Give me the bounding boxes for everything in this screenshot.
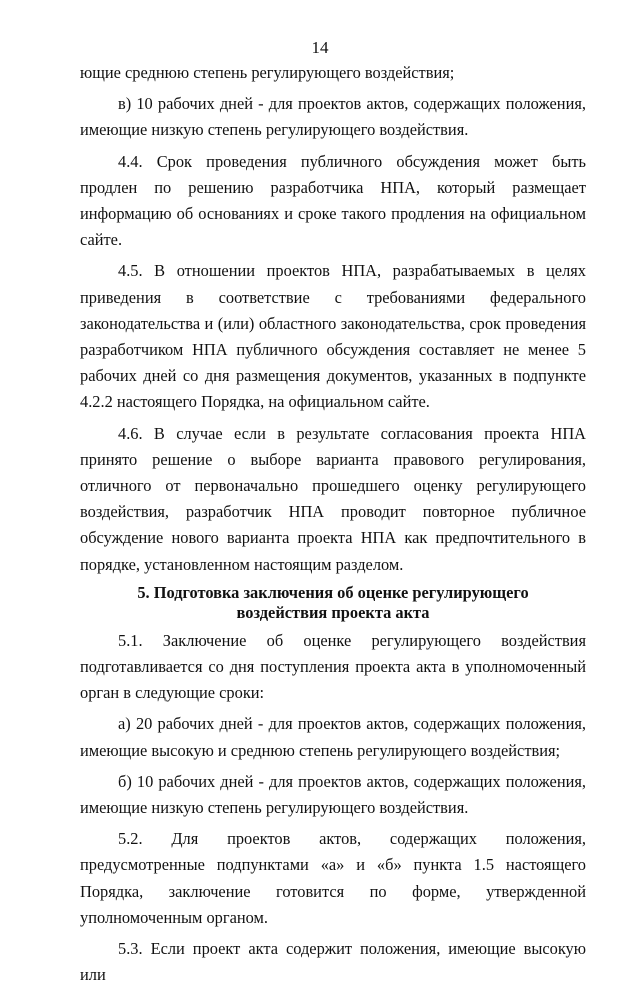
paragraph-item-a: а) 20 рабочих дней - для проектов актов, содержащих положения, имеющие высокую и среднюю степень регулирующего воздействия; (80, 714, 586, 760)
paragraph-continuation: ющие среднюю степень регулирующего воздействия; (80, 63, 455, 82)
section-heading (80, 583, 586, 623)
section-heading-line2: воздействия проекта акта (236, 602, 430, 622)
paragraph-5-2: 5.2. Для проектов актов, содержащих положения, предусмотренные подпунктами «а» и «б» пункта 1.5 настоящего Порядка, заключение готовится по форме, утвержденной уполномоченным органом. (80, 829, 586, 927)
paragraph-4-5: 4.5. В отношении проектов НПА, разрабатываемых в целях приведения в соответствие с требованиями федерального законодательства и (или) областного законодательства, срок проведения разработчиком НПА публичного обсуждения составляет не менее 5 рабочих дней со дня размещения документов, указанных в подпункте 4.2.2 настоящего Порядка, на официальном сайте. (80, 261, 586, 412)
paragraph-4-4: 4.4. Срок проведения публичного обсуждения может быть продлен по решению разработчика НПА, который размещает информацию об основаниях и сроке такого продления на официальном сайте. (80, 151, 586, 250)
paragraph-item-b: б) 10 рабочих дней - для проектов актов, содержащих положения, имеющие низкую степень регулирующего воздействия. (80, 771, 586, 818)
paragraph-5-1: 5.1. Заключение об оценке регулирующего воздействия подготавливается со дня поступления проекта акта в уполномоченный орган в следующие сроки: (80, 630, 586, 703)
paragraph-4-6: 4.6. В случае если в результате согласования проекта НПА принято решение о выборе варианта правового регулирования, отличного от первоначально прошедшего оценку регулирующего воздействия, разработчик НПА проводит повторное публичное обсуждение нового варианта проекта НПА как предпочтительного в порядке, установленном настоящим разделом. (80, 423, 586, 574)
document-body (80, 60, 586, 994)
paragraph-item-v: в) 10 рабочих дней - для проектов актов, содержащих положения, имеющие низкую степень регулирующего воздействия. (80, 94, 586, 140)
paragraph-5-3: 5.3. Если проект акта содержит положения, имеющие высокую или (80, 939, 586, 985)
page-number: 14 (311, 38, 329, 57)
section-heading-line1: 5. Подготовка заключения об оценке регулирующего (137, 582, 529, 602)
